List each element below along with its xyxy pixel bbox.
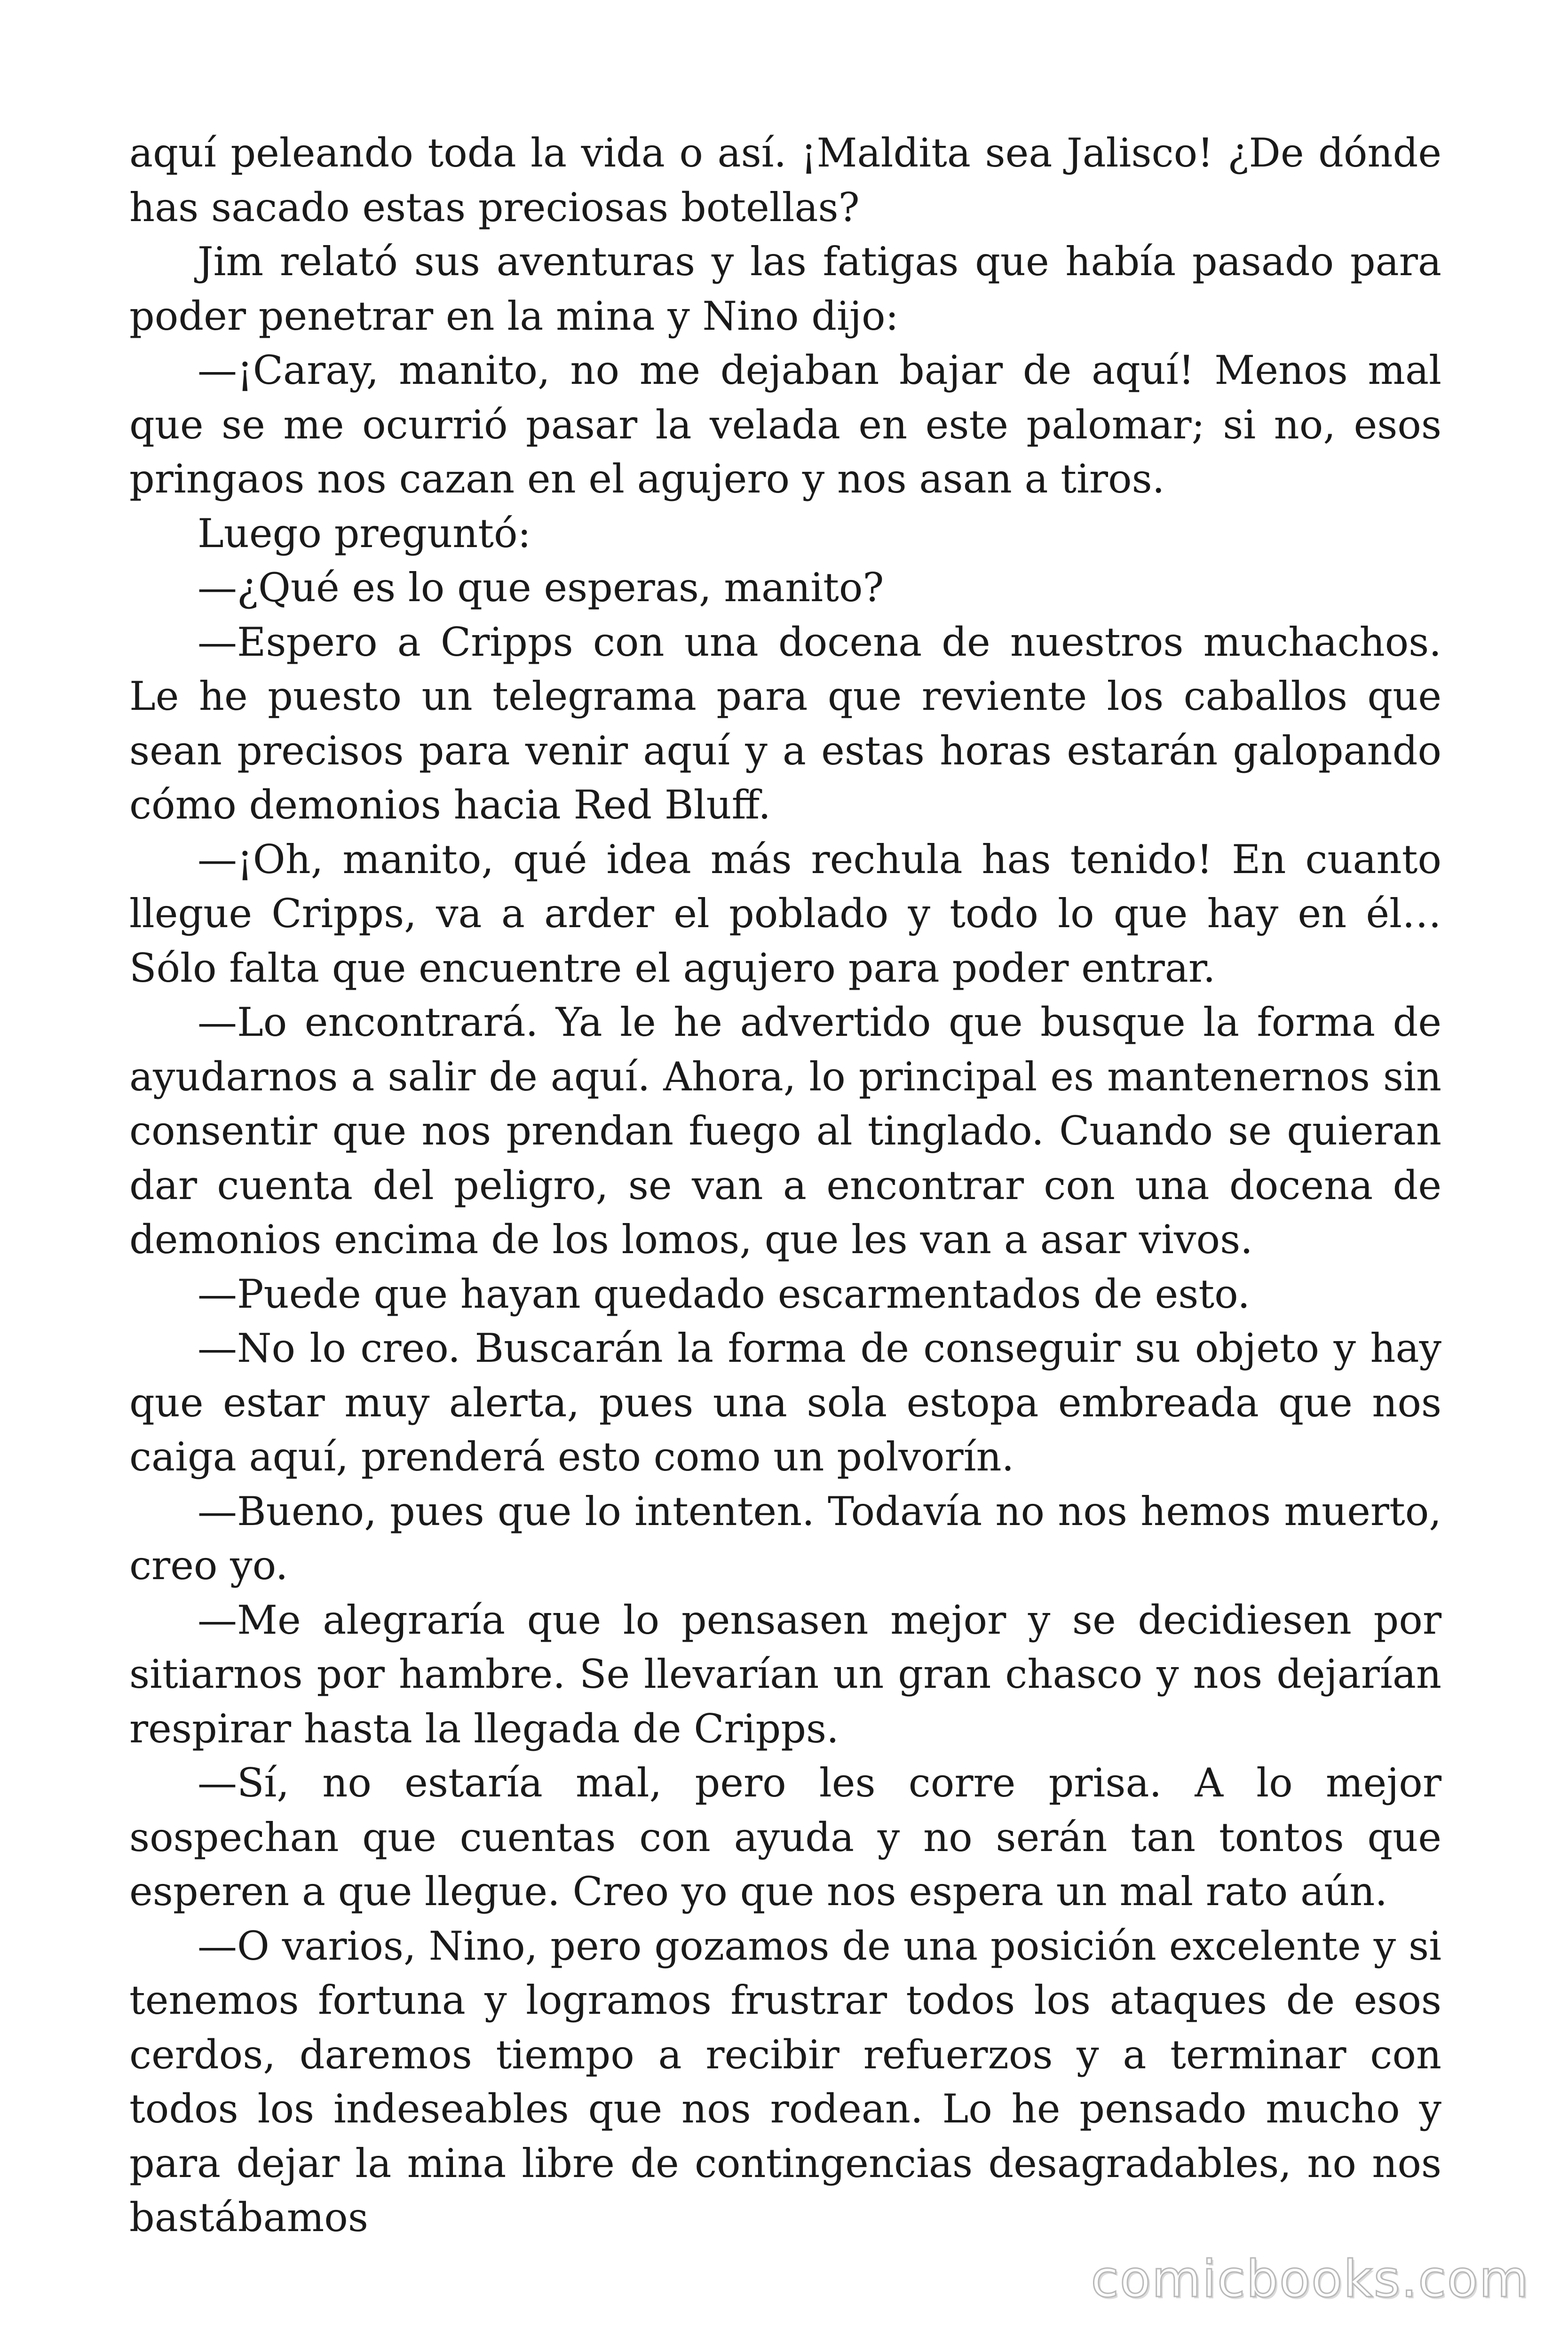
watermark: comicbooks.com (1091, 2250, 1529, 2309)
paragraph: —Sí, no estaría mal, pero les corre prisa. A lo mejor sospechan que cuentas con ayuda y no serán tan tontos que esperen a que llegue. Creo yo que nos espera un mal rato aún. (129, 1760, 1441, 1915)
text-body (129, 126, 1441, 2245)
paragraph: Jim relató sus aventuras y las fatigas que había pasado para poder penetrar en la mina y Nino dijo: (129, 238, 1441, 339)
paragraph: —Lo encontrará. Ya le he advertido que busque la forma de ayudarnos a salir de aquí. Ahora, lo principal es mantenernos sin consentir que nos prendan fuego al tinglado. Cuando se quieran dar cuenta del peligro, se van a encontrar con una docena de demonios encima de los lomos, que les van a asar vivos. (129, 999, 1441, 1263)
paragraph: —¿Qué es lo que esperas, manito? (198, 564, 884, 611)
paragraph: —Puede que hayan quedado escarmentados de esto. (198, 1271, 1250, 1317)
paragraph: —¡Oh, manito, qué idea más rechula has tenido! En cuanto llegue Cripps, va a arder el poblado y todo lo que hay en él… Sólo falta que encuentre el agujero para poder entrar. (129, 836, 1441, 991)
paragraph: Luego preguntó: (198, 510, 531, 556)
page-content (129, 126, 1441, 2241)
paragraph: —No lo creo. Buscarán la forma de conseguir su objeto y hay que estar muy alerta, pues una sola estopa embreada que nos caiga aquí, prenderá esto como un polvorín. (129, 1325, 1441, 1480)
paragraph: —O varios, Nino, pero gozamos de una posición excelente y si tenemos fortuna y logramos frustrar todos los ataques de esos cerdos, daremos tiempo a recibir refuerzos y a terminar con todos los indeseables que nos rodean. Lo he pensado mucho y para dejar la mina libre de contingencias desagradables, no nos bastábamos (129, 1923, 1441, 2241)
paragraph: —Me alegraría que lo pensasen mejor y se decidiesen por sitiarnos por hambre. Se llevarían un gran chasco y nos dejarían respirar hasta la llegada de Cripps. (129, 1597, 1441, 1752)
paragraph: aquí peleando toda la vida o así. ¡Maldita sea Jalisco! ¿De dónde has sacado estas preciosas botellas? (129, 130, 1441, 230)
paragraph: —¡Caray, manito, no me dejaban bajar de aquí! Menos mal que se me ocurrió pasar la velada en este palomar; si no, esos pringaos nos cazan en el agujero y nos asan a tiros. (129, 347, 1441, 502)
paragraph: —Bueno, pues que lo intenten. Todavía no nos hemos muerto, creo yo. (129, 1488, 1441, 1589)
paragraph: —Espero a Cripps con una docena de nuestros muchachos. Le he puesto un telegrama para que reviente los caballos que sean precisos para venir aquí y a estas horas estarán galopando cómo demonios hacia Red Bluff. (129, 619, 1441, 828)
